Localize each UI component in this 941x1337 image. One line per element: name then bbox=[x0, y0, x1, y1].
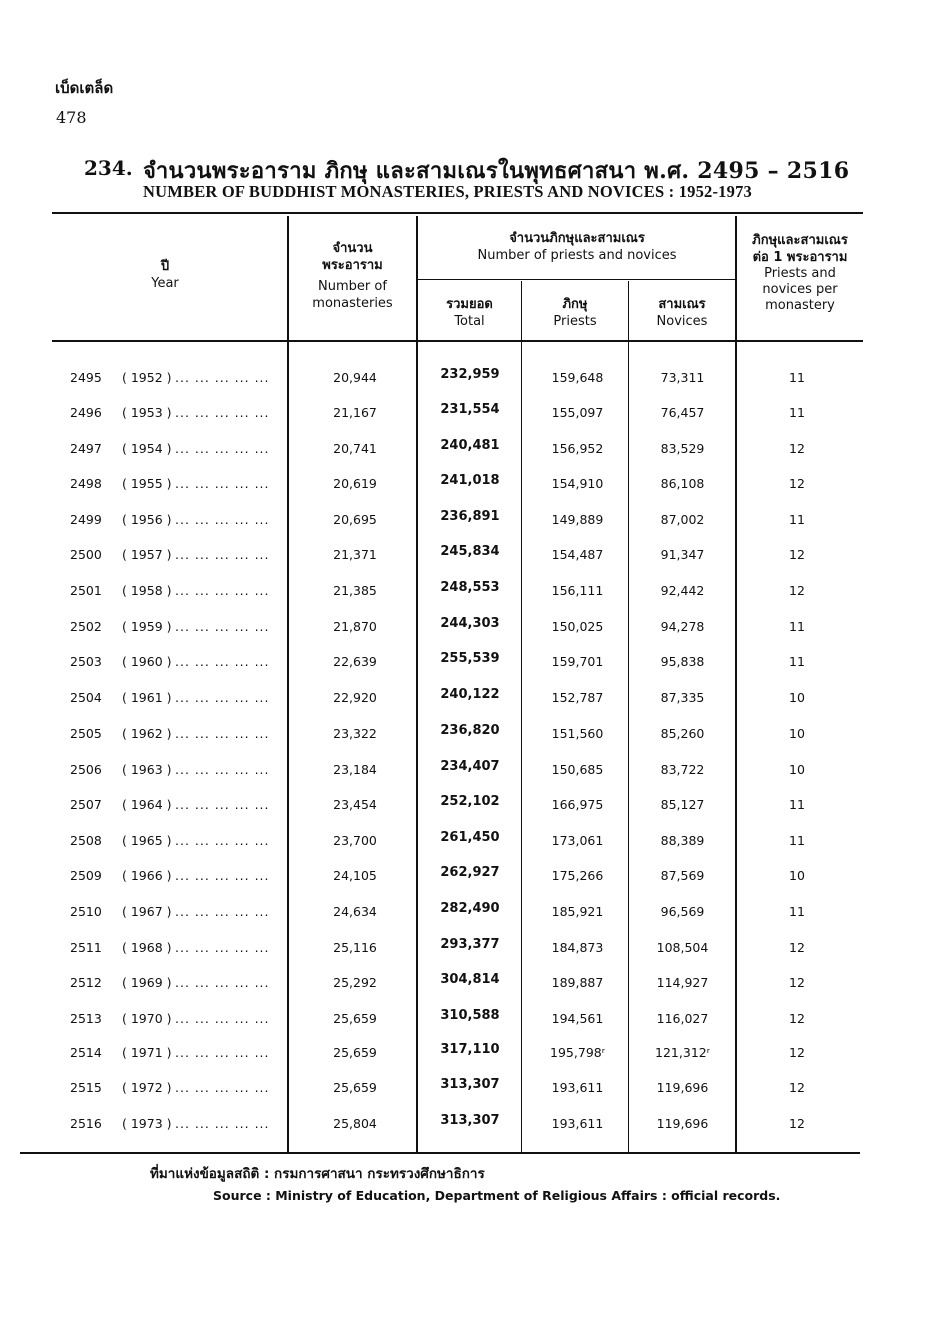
cell-total: 240,481 bbox=[440, 438, 500, 453]
cell-total: 304,814 bbox=[440, 972, 500, 987]
cell-ce-year: ( 1969 ) bbox=[122, 975, 172, 990]
table-row bbox=[0, 865, 941, 904]
cell-priests: 194,561 bbox=[551, 1011, 604, 1026]
cell-leader-dots: ... ... ... ... ... bbox=[175, 1045, 270, 1060]
cell-priests: 154,910 bbox=[551, 476, 604, 491]
table-row bbox=[0, 830, 941, 869]
cell-ratio: 12 bbox=[789, 1011, 805, 1026]
cell-monasteries: 21,385 bbox=[333, 583, 377, 598]
cell-monasteries: 20,944 bbox=[333, 370, 377, 385]
cell-priests: 156,952 bbox=[551, 441, 604, 456]
cell-leader-dots: ... ... ... ... ... bbox=[175, 762, 270, 777]
cell-be-year: 2495 bbox=[70, 370, 102, 385]
cell-priests: 193,611 bbox=[551, 1080, 604, 1095]
cell-total: 255,539 bbox=[440, 651, 500, 666]
cell-priests: 166,975 bbox=[551, 797, 604, 812]
cell-novices: 119,696 bbox=[656, 1080, 709, 1095]
cell-ratio: 12 bbox=[789, 940, 805, 955]
header-priests bbox=[522, 296, 628, 330]
cell-novices: 91,347 bbox=[660, 547, 705, 562]
cell-leader-dots: ... ... ... ... ... bbox=[175, 1080, 270, 1095]
cell-priests: 154,487 bbox=[551, 547, 604, 562]
source-note-english: Source : Ministry of Education, Department of Religious Affairs : official records. bbox=[213, 1188, 781, 1203]
cell-leader-dots: ... ... ... ... ... bbox=[175, 619, 270, 634]
header-monasteries-thai: จำนวน พระอาราม bbox=[322, 241, 383, 273]
cell-be-year: 2501 bbox=[70, 583, 102, 598]
cell-total: 313,307 bbox=[440, 1077, 500, 1092]
cell-ce-year: ( 1965 ) bbox=[122, 833, 172, 848]
header-group-thai: จำนวนภิกษุและสามเณร bbox=[509, 231, 645, 246]
header-total bbox=[418, 296, 521, 330]
cell-be-year: 2496 bbox=[70, 405, 102, 420]
cell-novices: 83,722 bbox=[660, 762, 705, 777]
cell-leader-dots: ... ... ... ... ... bbox=[175, 1011, 270, 1026]
page-number: 478 bbox=[56, 108, 87, 127]
cell-priests: 151,560 bbox=[551, 726, 604, 741]
table-row bbox=[0, 438, 941, 477]
table-row bbox=[0, 794, 941, 833]
cell-ratio: 11 bbox=[789, 405, 805, 420]
cell-monasteries: 20,695 bbox=[333, 512, 377, 527]
cell-novices: 95,838 bbox=[660, 654, 705, 669]
cell-novices: 87,335 bbox=[660, 690, 705, 705]
cell-novices: 83,529 bbox=[660, 441, 705, 456]
cell-novices: 76,457 bbox=[660, 405, 705, 420]
cell-ratio: 12 bbox=[789, 975, 805, 990]
cell-ratio: 10 bbox=[789, 868, 805, 883]
cell-be-year: 2498 bbox=[70, 476, 102, 491]
cell-be-year: 2512 bbox=[70, 975, 102, 990]
table-row bbox=[0, 1077, 941, 1116]
cell-be-year: 2507 bbox=[70, 797, 102, 812]
table-row bbox=[0, 544, 941, 583]
header-monasteries-english: Number of monasteries bbox=[312, 279, 393, 311]
header-priests-thai: ภิกษุ bbox=[562, 297, 588, 312]
cell-priests: 184,873 bbox=[551, 940, 604, 955]
header-total-english: Total bbox=[454, 314, 485, 329]
cell-novices: 87,569 bbox=[660, 868, 705, 883]
cell-novices: 94,278 bbox=[660, 619, 705, 634]
cell-leader-dots: ... ... ... ... ... bbox=[175, 370, 270, 385]
cell-monasteries: 24,634 bbox=[333, 904, 377, 919]
table-row bbox=[0, 473, 941, 512]
cell-novices: 96,569 bbox=[660, 904, 705, 919]
table-row bbox=[0, 972, 941, 1011]
cell-be-year: 2505 bbox=[70, 726, 102, 741]
cell-ratio: 10 bbox=[789, 726, 805, 741]
cell-priests: 193,611 bbox=[551, 1116, 604, 1131]
cell-monasteries: 21,870 bbox=[333, 619, 377, 634]
cell-be-year: 2511 bbox=[70, 940, 102, 955]
cell-total: 244,303 bbox=[440, 616, 500, 631]
cell-leader-dots: ... ... ... ... ... bbox=[175, 833, 270, 848]
cell-total: 231,554 bbox=[440, 402, 500, 417]
cell-total: 240,122 bbox=[440, 687, 500, 702]
table-title-english: NUMBER OF BUDDHIST MONASTERIES, PRIESTS AND NOVICES : 1952-1973 bbox=[143, 182, 752, 201]
cell-be-year: 2506 bbox=[70, 762, 102, 777]
cell-ce-year: ( 1959 ) bbox=[122, 619, 172, 634]
cell-ce-year: ( 1957 ) bbox=[122, 547, 172, 562]
cell-ratio: 12 bbox=[789, 583, 805, 598]
cell-ratio: 12 bbox=[789, 547, 805, 562]
table-number: 234. bbox=[84, 156, 133, 180]
cell-ce-year: ( 1973 ) bbox=[122, 1116, 172, 1131]
header-ratio-english: Priests and novices per monastery bbox=[762, 266, 838, 313]
cell-novices: 87,002 bbox=[660, 512, 705, 527]
cell-ratio: 12 bbox=[789, 1045, 805, 1060]
cell-monasteries: 21,167 bbox=[333, 405, 377, 420]
cell-ratio: 11 bbox=[789, 512, 805, 527]
cell-monasteries: 25,659 bbox=[333, 1011, 377, 1026]
cell-leader-dots: ... ... ... ... ... bbox=[175, 547, 270, 562]
header-year-thai: ปี bbox=[160, 259, 170, 274]
cell-priests: 152,787 bbox=[551, 690, 604, 705]
cell-total: 261,450 bbox=[440, 830, 500, 845]
source-note-thai: ที่มาแห่งข้อมูลสถิติ : กรมการศาสนา กระทรวงศึกษาธิการ bbox=[150, 1166, 485, 1182]
header-novices-thai: สามเณร bbox=[658, 297, 706, 312]
cell-priests: 185,921 bbox=[551, 904, 604, 919]
cell-ratio: 12 bbox=[789, 1116, 805, 1131]
cell-leader-dots: ... ... ... ... ... bbox=[175, 512, 270, 527]
header-monasteries bbox=[290, 240, 415, 312]
cell-ce-year: ( 1960 ) bbox=[122, 654, 172, 669]
cell-monasteries: 21,371 bbox=[333, 547, 377, 562]
cell-novices: 119,696 bbox=[656, 1116, 709, 1131]
cell-total: 236,891 bbox=[440, 509, 500, 524]
cell-monasteries: 23,184 bbox=[333, 762, 377, 777]
cell-ce-year: ( 1952 ) bbox=[122, 370, 172, 385]
cell-priests: 195,798ʳ bbox=[550, 1045, 605, 1060]
cell-be-year: 2513 bbox=[70, 1011, 102, 1026]
cell-ratio: 11 bbox=[789, 619, 805, 634]
cell-monasteries: 22,920 bbox=[333, 690, 377, 705]
cell-monasteries: 20,741 bbox=[333, 441, 377, 456]
cell-monasteries: 23,322 bbox=[333, 726, 377, 741]
cell-total: 245,834 bbox=[440, 544, 500, 559]
table-title-thai: จำนวนพระอาราม ภิกษุ และสามเณรในพุทธศาสนา พ.ศ. 2495 – 2516 bbox=[143, 158, 850, 184]
cell-ratio: 11 bbox=[789, 904, 805, 919]
cell-novices: 114,927 bbox=[656, 975, 709, 990]
cell-monasteries: 25,116 bbox=[333, 940, 377, 955]
table-bottom-rule bbox=[20, 1152, 860, 1154]
table-row bbox=[0, 1042, 941, 1081]
cell-ratio: 11 bbox=[789, 370, 805, 385]
header-total-thai: รวมยอด bbox=[446, 297, 493, 312]
header-novices bbox=[629, 296, 735, 330]
cell-priests: 155,097 bbox=[551, 405, 604, 420]
cell-priests: 173,061 bbox=[551, 833, 604, 848]
cell-priests: 150,025 bbox=[551, 619, 604, 634]
table-top-rule bbox=[52, 212, 863, 214]
cell-ratio: 12 bbox=[789, 441, 805, 456]
cell-total: 310,588 bbox=[440, 1008, 500, 1023]
table-row bbox=[0, 580, 941, 619]
cell-leader-dots: ... ... ... ... ... bbox=[175, 405, 270, 420]
cell-leader-dots: ... ... ... ... ... bbox=[175, 476, 270, 491]
header-group-english: Number of priests and novices bbox=[477, 248, 677, 263]
cell-ce-year: ( 1954 ) bbox=[122, 441, 172, 456]
cell-total: 293,377 bbox=[440, 937, 500, 952]
cell-leader-dots: ... ... ... ... ... bbox=[175, 1116, 270, 1131]
cell-be-year: 2497 bbox=[70, 441, 102, 456]
cell-total: 252,102 bbox=[440, 794, 500, 809]
section-label: เบ็ดเตล็ด bbox=[55, 79, 114, 97]
cell-ratio: 11 bbox=[789, 654, 805, 669]
cell-ce-year: ( 1962 ) bbox=[122, 726, 172, 741]
header-ratio-thai: ภิกษุและสามเณร ต่อ 1 พระอาราม bbox=[752, 233, 848, 265]
cell-ce-year: ( 1958 ) bbox=[122, 583, 172, 598]
header-bottom-rule bbox=[52, 340, 863, 342]
cell-ratio: 10 bbox=[789, 762, 805, 777]
cell-priests: 189,887 bbox=[551, 975, 604, 990]
table-row bbox=[0, 367, 941, 406]
cell-ce-year: ( 1972 ) bbox=[122, 1080, 172, 1095]
header-year-english: Year bbox=[151, 276, 179, 291]
cell-total: 313,307 bbox=[440, 1113, 500, 1128]
header-priests-novices-group bbox=[418, 230, 736, 264]
cell-ratio: 11 bbox=[789, 797, 805, 812]
cell-be-year: 2514 bbox=[70, 1045, 102, 1060]
cell-novices: 85,127 bbox=[660, 797, 705, 812]
table-row bbox=[0, 1113, 941, 1152]
cell-monasteries: 24,105 bbox=[333, 868, 377, 883]
cell-leader-dots: ... ... ... ... ... bbox=[175, 726, 270, 741]
cell-total: 232,959 bbox=[440, 367, 500, 382]
cell-be-year: 2499 bbox=[70, 512, 102, 527]
cell-novices: 88,389 bbox=[660, 833, 705, 848]
cell-leader-dots: ... ... ... ... ... bbox=[175, 940, 270, 955]
cell-priests: 149,889 bbox=[551, 512, 604, 527]
cell-leader-dots: ... ... ... ... ... bbox=[175, 441, 270, 456]
cell-priests: 159,701 bbox=[551, 654, 604, 669]
cell-ce-year: ( 1966 ) bbox=[122, 868, 172, 883]
table-row bbox=[0, 901, 941, 940]
table-row bbox=[0, 937, 941, 976]
cell-ce-year: ( 1967 ) bbox=[122, 904, 172, 919]
cell-total: 241,018 bbox=[440, 473, 500, 488]
cell-ratio: 11 bbox=[789, 833, 805, 848]
cell-priests: 150,685 bbox=[551, 762, 604, 777]
group-header-rule bbox=[418, 279, 736, 280]
cell-ce-year: ( 1963 ) bbox=[122, 762, 172, 777]
header-novices-english: Novices bbox=[656, 314, 708, 329]
cell-total: 282,490 bbox=[440, 901, 500, 916]
cell-be-year: 2508 bbox=[70, 833, 102, 848]
header-priests-english: Priests bbox=[553, 314, 597, 329]
cell-ce-year: ( 1971 ) bbox=[122, 1045, 172, 1060]
cell-novices: 121,312ʳ bbox=[655, 1045, 710, 1060]
cell-leader-dots: ... ... ... ... ... bbox=[175, 654, 270, 669]
cell-ratio: 12 bbox=[789, 1080, 805, 1095]
cell-monasteries: 25,659 bbox=[333, 1080, 377, 1095]
cell-monasteries: 25,292 bbox=[333, 975, 377, 990]
cell-monasteries: 25,659 bbox=[333, 1045, 377, 1060]
cell-leader-dots: ... ... ... ... ... bbox=[175, 690, 270, 705]
cell-priests: 156,111 bbox=[551, 583, 604, 598]
header-ratio bbox=[737, 232, 863, 314]
cell-monasteries: 20,619 bbox=[333, 476, 377, 491]
table-row bbox=[0, 509, 941, 548]
cell-ratio: 10 bbox=[789, 690, 805, 705]
cell-priests: 159,648 bbox=[551, 370, 604, 385]
cell-ce-year: ( 1964 ) bbox=[122, 797, 172, 812]
cell-ce-year: ( 1955 ) bbox=[122, 476, 172, 491]
cell-total: 236,820 bbox=[440, 723, 500, 738]
cell-be-year: 2500 bbox=[70, 547, 102, 562]
cell-leader-dots: ... ... ... ... ... bbox=[175, 868, 270, 883]
cell-be-year: 2503 bbox=[70, 654, 102, 669]
cell-monasteries: 23,700 bbox=[333, 833, 377, 848]
cell-leader-dots: ... ... ... ... ... bbox=[175, 904, 270, 919]
cell-total: 262,927 bbox=[440, 865, 500, 880]
table-row bbox=[0, 616, 941, 655]
table-row bbox=[0, 723, 941, 762]
cell-novices: 116,027 bbox=[656, 1011, 709, 1026]
cell-monasteries: 25,804 bbox=[333, 1116, 377, 1131]
cell-ce-year: ( 1956 ) bbox=[122, 512, 172, 527]
table-row bbox=[0, 759, 941, 798]
cell-be-year: 2504 bbox=[70, 690, 102, 705]
cell-priests: 175,266 bbox=[551, 868, 604, 883]
cell-ce-year: ( 1953 ) bbox=[122, 405, 172, 420]
cell-be-year: 2502 bbox=[70, 619, 102, 634]
cell-total: 317,110 bbox=[440, 1042, 500, 1057]
table-row bbox=[0, 651, 941, 690]
cell-novices: 85,260 bbox=[660, 726, 705, 741]
cell-leader-dots: ... ... ... ... ... bbox=[175, 975, 270, 990]
cell-novices: 108,504 bbox=[656, 940, 709, 955]
cell-be-year: 2509 bbox=[70, 868, 102, 883]
cell-novices: 86,108 bbox=[660, 476, 705, 491]
cell-novices: 73,311 bbox=[660, 370, 705, 385]
table-row bbox=[0, 687, 941, 726]
cell-leader-dots: ... ... ... ... ... bbox=[175, 797, 270, 812]
cell-leader-dots: ... ... ... ... ... bbox=[175, 583, 270, 598]
cell-be-year: 2515 bbox=[70, 1080, 102, 1095]
cell-novices: 92,442 bbox=[660, 583, 705, 598]
cell-ratio: 12 bbox=[789, 476, 805, 491]
cell-monasteries: 23,454 bbox=[333, 797, 377, 812]
cell-be-year: 2516 bbox=[70, 1116, 102, 1131]
cell-ce-year: ( 1970 ) bbox=[122, 1011, 172, 1026]
cell-monasteries: 22,639 bbox=[333, 654, 377, 669]
header-year bbox=[100, 258, 230, 292]
table-row bbox=[0, 402, 941, 441]
cell-ce-year: ( 1961 ) bbox=[122, 690, 172, 705]
cell-be-year: 2510 bbox=[70, 904, 102, 919]
cell-total: 248,553 bbox=[440, 580, 500, 595]
cell-total: 234,407 bbox=[440, 759, 500, 774]
cell-ce-year: ( 1968 ) bbox=[122, 940, 172, 955]
